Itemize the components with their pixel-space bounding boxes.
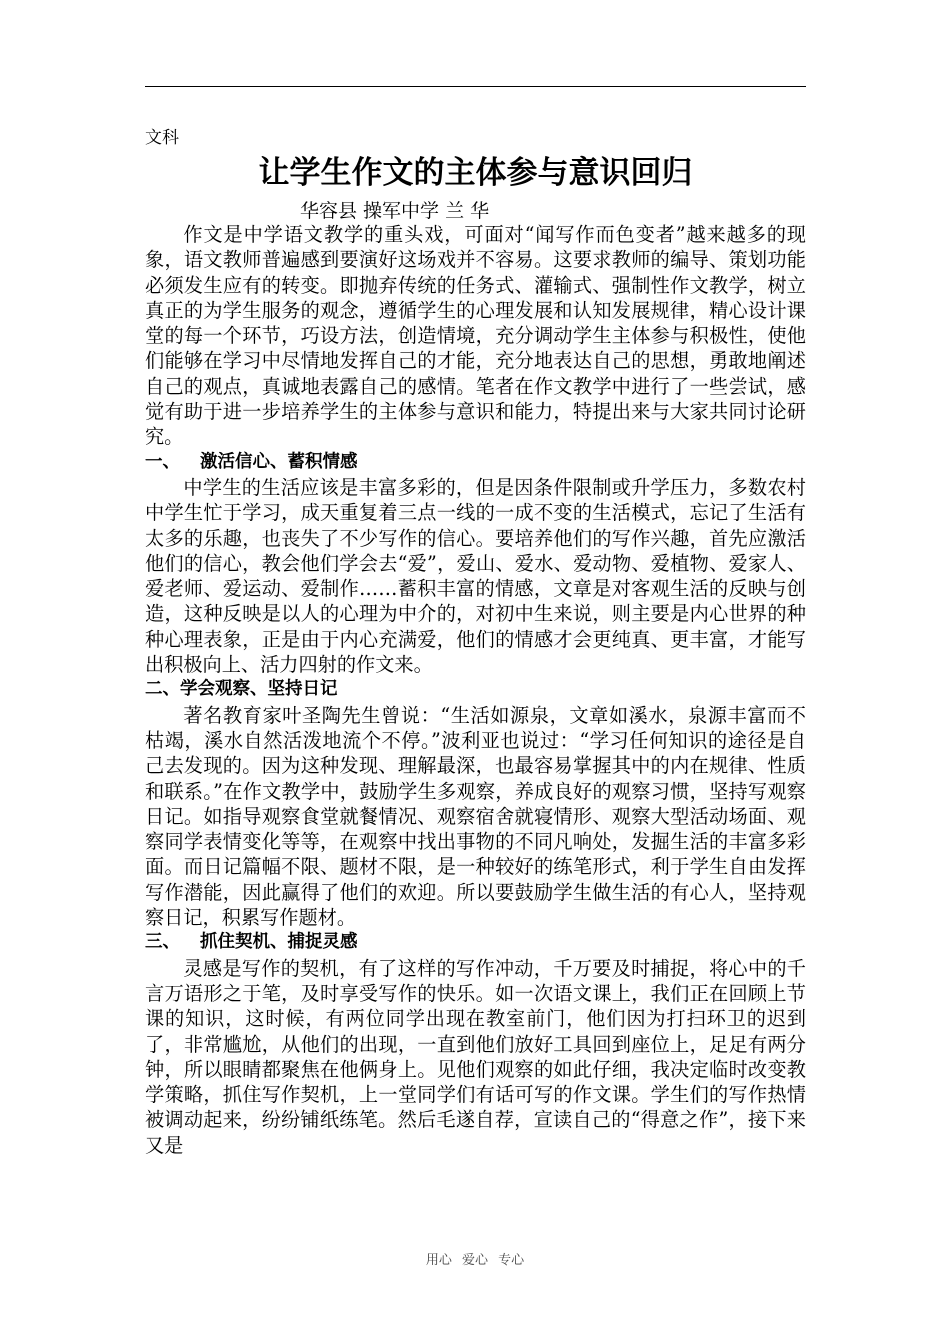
section-heading-2	[145, 677, 806, 702]
article-body	[145, 222, 806, 1158]
section-number: 一、	[145, 451, 180, 472]
section-heading-3	[145, 930, 806, 955]
section-title: 学会观察、坚持日记	[180, 679, 338, 700]
section-heading-1	[145, 450, 806, 475]
intro-paragraph: 作文是中学语文教学的重头戏，可面对“闻写作而色变者”越来越多的现象，语文教师普遍感到要演好这场戏并不容易。这要求教师的编导、策划功能必须发生应有的转变。即抛弃传统的任务式、灌输式、强制性作文教学，树立真正的为学生服务的观念，遵循学生的心理发展和认知发展规律，精心设计课堂的每一个环节，巧设方法，创造情境，充分调动学生主体参与积极性，使他们能够在学习中尽情地发挥自己的才能，充分地表达自己的思想，勇敢地阐述自己的观点，真诚地表露自己的感情。笔者在作文教学中进行了一些尝试，感觉有助于进一步培养学生的主体参与意识和能力，特提出来与大家共同讨论研究。	[145, 223, 806, 449]
author-line: 华容县 操军中学 兰 华	[300, 200, 490, 222]
section-number: 二、	[145, 679, 180, 700]
subject-label: 文科	[145, 128, 179, 148]
section-paragraph-2: 著名教育家叶圣陶先生曾说：“生活如源泉，文章如溪水，泉源丰富而不枯竭，溪水自然活泼地流个不停。”波利亚也说过：“学习任何知识的途径是自己去发现的。因为这种发现、理解最深，也最容易掌握其中的内在规律、性质和联系。”在作文教学中，鼓励学生多观察，养成良好的观察习惯，坚持写观察日记。如指导观察食堂就餐情况、观察宿舍就寝情形、观察大型活动场面、观察同学表情变化等等，在观察中找出事物的不同凡响处，发掘生活的丰富多彩面。而日记篇幅不限、题材不限，是一种较好的练笔形式，利于学生自由发挥写作潜能，因此赢得了他们的欢迎。所以要鼓励学生做生活的有心人，坚持观察日记，积累写作题材。	[145, 703, 806, 930]
section-title: 抓住契机、捕捉灵感	[200, 932, 358, 953]
section-paragraph-3: 灵感是写作的契机，有了这样的写作冲动，千万要及时捕捉，将心中的千言万语形之于笔，及时享受写作的快乐。如一次语文课上，我们正在回顾上节课的知识，这时候，有两位同学出现在教室前门，他们因为打扫环卫的迟到了，非常尴尬，从他们的出现，一直到他们放好工具回到座位上，足足有两分钟，所以眼睛都聚焦在他俩身上。见他们观察的如此仔细，我决定临时改变教学策略，抓住写作契机，上一堂同学们有话可写的作文课。学生们的写作热情被调动起来，纷纷铺纸练笔。然后毛遂自荐，宣读自己的“得意之作”，接下来又是	[145, 956, 806, 1157]
page-title: 让学生作文的主体参与意识回归	[258, 155, 693, 191]
page-footer: 用心 爱心 专心	[425, 1253, 525, 1268]
section-title: 激活信心、蓄积情感	[200, 451, 358, 472]
section-number: 三、	[145, 932, 180, 953]
header-rule	[145, 86, 806, 87]
section-paragraph-1: 中学生的生活应该是丰富多彩的，但是因条件限制或升学压力，多数农村中学生忙于学习，成天重复着三点一线的一成不变的生活模式，忘记了生活有太多的乐趣，也丧失了不少写作的信心。要培养他们的写作兴趣，首先应激活他们的信心，教会他们学会去“爱”，爱山、爱水、爱动物、爱植物、爱家人、爱老师、爱运动、爱制作……蓄积丰富的情感，文章是对客观生活的反映与创造，这种反映是以人的心理为中介的，对初中生来说，则主要是内心世界的种种心理表象，正是由于内心充满爱，他们的情感才会更纯真、更丰富，才能写出积极向上、活力四射的作文来。	[145, 475, 806, 677]
